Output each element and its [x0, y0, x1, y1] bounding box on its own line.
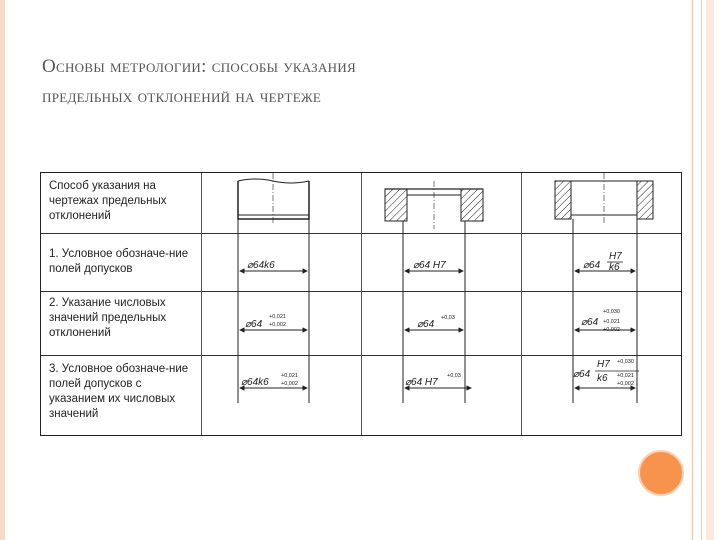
dim-r3c2-upper: +0,03	[447, 373, 461, 379]
dim-r3c3-b: +0,021	[617, 373, 634, 379]
decorative-circle	[638, 450, 684, 496]
dim-r2c3-main: ⌀64	[581, 317, 599, 328]
dim-r2c2-upper: +0,03	[441, 315, 455, 321]
table-header-text: Способ указания на чертежах предельных отклонений	[49, 180, 167, 222]
dim-r2c1-lower: +0,002	[269, 322, 286, 328]
hole-drawing	[385, 181, 483, 403]
dim-r1c3-num: H7	[609, 251, 622, 262]
dim-r2c3-a: +0,030	[603, 309, 620, 315]
dim-r1c1: ⌀64k6	[247, 260, 275, 271]
row3-text: 3. Условное обозначе-ние полей допусков с указанием их числовых значений	[49, 363, 189, 420]
dim-r3c1-main: ⌀64k6	[241, 377, 269, 388]
dim-r3c2-main: ⌀64 H7	[405, 377, 438, 388]
dim-r2c2-main: ⌀64	[417, 319, 435, 330]
dim-r3c3-num: H7	[597, 359, 610, 370]
dim-r2c1-upper: +0,021	[269, 314, 286, 320]
tolerance-table	[40, 172, 682, 436]
dim-r2c3-b: +0,021	[603, 319, 620, 325]
dim-r3c3-main: ⌀64	[573, 369, 591, 380]
row1-text: 1. Условное обозначе-ние полей допусков	[49, 248, 189, 275]
engineering-drawings	[41, 173, 681, 435]
title-line-1: Основы метрологии: способы указания	[42, 56, 357, 77]
dim-r3c1-upper: +0,021	[281, 373, 298, 379]
dim-r1c2: ⌀64 H7	[413, 260, 446, 271]
dim-r2c1-main: ⌀64	[245, 319, 263, 330]
row2-text: 2. Указание числовых значений предельных отклонений	[49, 297, 167, 339]
dim-r1c3-main: ⌀64	[583, 260, 601, 271]
dim-r1c3-den: k6	[609, 262, 620, 273]
frame-left-stripe	[0, 0, 5, 540]
dim-r3c3-den: k6	[597, 373, 608, 384]
dim-r3c1-lower: +0,002	[281, 381, 298, 387]
dim-r3c3-a: +0,030	[617, 359, 634, 365]
dim-r2c3-c: +0,002	[603, 327, 620, 333]
dim-r3c3-c: +0,002	[617, 381, 634, 387]
slide-title	[42, 52, 602, 112]
frame-right-lines	[692, 0, 702, 540]
title-line-2: предельных отклонений на чертеже	[42, 86, 322, 107]
shaft-drawing	[238, 173, 309, 403]
frame-right-stripe	[706, 0, 714, 540]
